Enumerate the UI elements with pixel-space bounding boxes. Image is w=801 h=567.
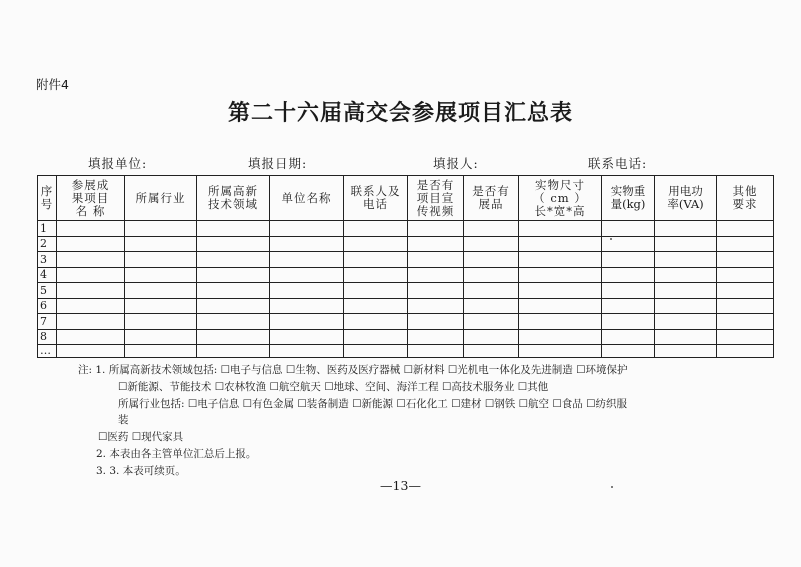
table-cell [125, 345, 197, 358]
table-cell [655, 236, 717, 252]
table-cell [344, 267, 408, 283]
fill-phone-label: 联系电话: [588, 156, 648, 171]
table-cell [464, 345, 519, 358]
table-cell [717, 252, 774, 268]
table-cell [717, 329, 774, 345]
notes-section [78, 362, 628, 480]
table-cell [519, 236, 602, 252]
table-cell [197, 267, 270, 283]
table-cell [655, 314, 717, 330]
page-title: 第二十六届高交会参展项目汇总表 [227, 100, 573, 126]
table-cell [270, 221, 344, 237]
table-cell [602, 283, 655, 299]
table-cell [602, 252, 655, 268]
header-contact: 联系人及 电话 [344, 176, 408, 221]
table-row [38, 267, 774, 283]
table-header-row [38, 176, 774, 221]
table-cell [57, 329, 125, 345]
row-number: 2 [38, 236, 57, 252]
table-cell [197, 236, 270, 252]
table-cell [344, 221, 408, 237]
table-cell [408, 314, 464, 330]
table-cell [519, 221, 602, 237]
row-number: 5 [38, 283, 57, 299]
table-cell [717, 283, 774, 299]
row-number: 6 [38, 298, 57, 314]
table-cell [197, 283, 270, 299]
table-cell [125, 236, 197, 252]
table-cell [197, 221, 270, 237]
table-row [38, 298, 774, 314]
table-cell [344, 329, 408, 345]
table-cell [57, 298, 125, 314]
table-cell [464, 314, 519, 330]
table-row [38, 345, 774, 358]
header-weight: 实物重 量(kg) [602, 176, 655, 221]
table-cell [344, 252, 408, 268]
table-cell [717, 298, 774, 314]
header-industry: 所属行业 [125, 176, 197, 221]
header-tech-field: 所属高新 技术领域 [197, 176, 270, 221]
table-cell [270, 236, 344, 252]
note-tech-fields-cont: ☐新能源、节能技术 ☐农林牧渔 ☐航空航天 ☐地球、空间、海洋工程 ☐高技术服务业 ☐其他 [118, 380, 549, 393]
table-cell [717, 267, 774, 283]
table-cell [464, 283, 519, 299]
header-unit-name: 单位名称 [270, 176, 344, 221]
table-cell [344, 314, 408, 330]
table-cell [344, 345, 408, 358]
table-cell [602, 314, 655, 330]
table-cell [408, 252, 464, 268]
table-cell [655, 329, 717, 345]
header-exhibit: 是否有 展品 [464, 176, 519, 221]
table-row [38, 329, 774, 345]
table-cell [519, 252, 602, 268]
table-cell [464, 267, 519, 283]
table-cell [408, 329, 464, 345]
table-cell [519, 283, 602, 299]
table-cell [270, 298, 344, 314]
table-cell [519, 267, 602, 283]
row-number: 4 [38, 267, 57, 283]
table-cell [602, 298, 655, 314]
table-cell [408, 267, 464, 283]
table-cell [519, 314, 602, 330]
table-cell [57, 267, 125, 283]
table-row [38, 314, 774, 330]
table-cell [197, 345, 270, 358]
table-cell [57, 283, 125, 299]
row-number: 1 [38, 221, 57, 237]
table-cell [125, 283, 197, 299]
table-cell [519, 345, 602, 358]
table-cell [57, 314, 125, 330]
table-cell [270, 252, 344, 268]
row-number: 7 [38, 314, 57, 330]
table-cell [408, 283, 464, 299]
scan-speck [610, 238, 612, 240]
fill-date-label: 填报日期: [248, 156, 308, 171]
table-cell [125, 221, 197, 237]
table-cell [408, 236, 464, 252]
table-cell [125, 267, 197, 283]
header-dimensions: 实物尺寸 （ cm ） 长*宽*高 [519, 176, 602, 221]
row-number: 8 [38, 329, 57, 345]
table-cell [125, 252, 197, 268]
note-industries-cont: ☐医药 ☐现代家具 [98, 431, 184, 444]
note-continuation: 3. 3. 本表可续页。 [96, 464, 186, 477]
page-number: —13— [380, 478, 421, 493]
header-other: 其他 要求 [717, 176, 774, 221]
table-row [38, 236, 774, 252]
table-cell [655, 267, 717, 283]
header-project-name: 参展成 果项目 名 称 [57, 176, 125, 221]
scan-speck [611, 486, 613, 488]
table-cell [408, 298, 464, 314]
table-cell [655, 298, 717, 314]
table-cell [197, 314, 270, 330]
header-seq: 序 号 [38, 176, 57, 221]
table-cell [197, 329, 270, 345]
note-industries-wrap: 装 [118, 414, 129, 427]
table-row [38, 252, 774, 268]
note-industries: 所属行业包括: ☐电子信息 ☐有色金属 ☐装备制造 ☐新能源 ☐石化化工 ☐建材 ☐钢铁 ☐航空 ☐食品 ☐纺织服 [118, 397, 628, 410]
table-cell [655, 283, 717, 299]
header-video: 是否有 项目宣 传视频 [408, 176, 464, 221]
attachment-label: 附件4 [36, 77, 69, 92]
table-cell [717, 236, 774, 252]
table-cell [464, 298, 519, 314]
table-cell [125, 329, 197, 345]
table-cell [717, 345, 774, 358]
table-cell [464, 329, 519, 345]
table-cell [270, 329, 344, 345]
table-cell [464, 236, 519, 252]
table-cell [519, 329, 602, 345]
table-cell [125, 314, 197, 330]
table-cell [655, 252, 717, 268]
note-submission: 2. 本表由各主管单位汇总后上报。 [96, 447, 257, 460]
table-cell [57, 345, 125, 358]
table-cell [602, 329, 655, 345]
table-row [38, 283, 774, 299]
table-cell [197, 298, 270, 314]
table-cell [344, 283, 408, 299]
table-cell [57, 236, 125, 252]
table-row [38, 221, 774, 237]
table-cell [197, 252, 270, 268]
table-cell [125, 298, 197, 314]
table-cell [655, 221, 717, 237]
table-cell [270, 345, 344, 358]
table-cell [602, 221, 655, 237]
table-cell [408, 221, 464, 237]
table-cell [464, 252, 519, 268]
table-cell [270, 283, 344, 299]
fill-person-label: 填报人: [433, 156, 479, 171]
table-cell [57, 252, 125, 268]
project-summary-table [37, 175, 774, 358]
table-cell [270, 314, 344, 330]
table-cell [408, 345, 464, 358]
header-power: 用电功 率(VA) [655, 176, 717, 221]
table-cell [344, 298, 408, 314]
table-cell [717, 221, 774, 237]
table-cell [519, 298, 602, 314]
table-cell [655, 345, 717, 358]
table-cell [717, 314, 774, 330]
table-cell [602, 267, 655, 283]
table-cell [602, 345, 655, 358]
row-number: 3 [38, 252, 57, 268]
table-cell [57, 221, 125, 237]
row-number: … [38, 345, 57, 358]
fill-unit-label: 填报单位: [88, 156, 148, 171]
note-tech-fields: 注: 1. 所属高新技术领域包括: ☐电子与信息 ☐生物、医药及医疗器械 ☐新材料 ☐光机电一体化及先进制造 ☐环境保护 [78, 364, 628, 376]
table-cell [270, 267, 344, 283]
table-cell [344, 236, 408, 252]
table-cell [464, 221, 519, 237]
